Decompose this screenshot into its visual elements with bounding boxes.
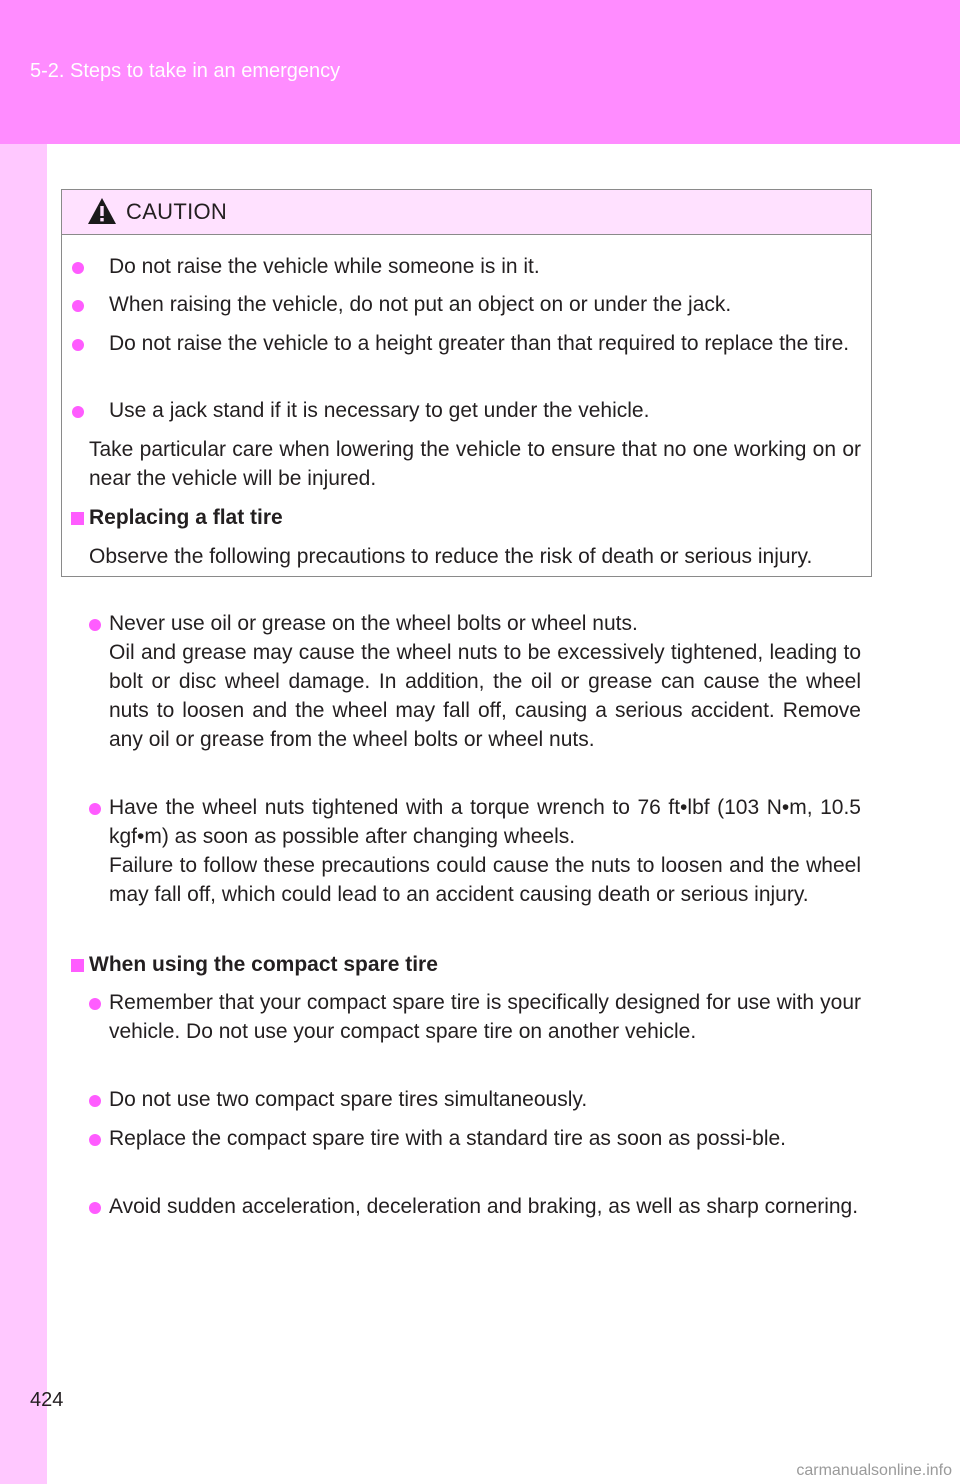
caution-item: Have the wheel nuts tightened with a torque wrench to 76 ft•lbf (103 N•m, 10.5 kgf•m) as soon as possible after changing wheels. [109,796,861,848]
bullet-dot [89,998,101,1010]
section-heading-spare-tire: When using the compact spare tire [89,953,438,976]
caution-item-detail: Failure to follow these precautions could cause the nuts to loosen and the wheel may fall off, which could lead to an accident causing death or serious injury. [109,854,861,906]
warning-triangle-icon [87,197,117,225]
watermark: carmanualsonline.info [796,1462,952,1479]
bullet-dot [89,1202,101,1214]
section-marker [71,959,84,972]
bullet-dot [89,619,101,631]
caution-item: Do not raise the vehicle to a height greater than that required to replace the tire. [109,332,850,355]
bullet-dot [89,1095,101,1107]
caution-item: Avoid sudden acceleration, deceleration and braking, as well as sharp cornering. [109,1195,859,1218]
caution-paragraph: Take particular care when lowering the vehicle to ensure that no one working on or near the vehicle will be injured. [89,438,861,490]
caution-item: When raising the vehicle, do not put an object on or under the jack. [109,293,732,316]
caution-item: Use a jack stand if it is necessary to get under the vehicle. [109,399,650,422]
bullet-dot [72,262,84,274]
side-band [0,144,47,1484]
bullet-dot [89,1134,101,1146]
caution-item-detail: Oil and grease may cause the wheel nuts to be excessively tightened, leading to bolt or disc wheel damage. In addition, the oil or grease can cause the wheel nuts to loosen and the wheel may fall off, causing a serious accident. Remove any oil or grease from the wheel bolts or wheel nuts. [109,641,861,751]
section-intro: Observe the following precautions to reduce the risk of death or serious injury. [89,545,813,568]
caution-title: CAUTION [126,199,228,224]
bullet-dot [72,300,84,312]
section-marker [71,512,84,525]
section-heading-flat-tire: Replacing a flat tire [89,506,283,529]
caution-header [62,190,871,235]
bullet-dot [72,406,84,418]
caution-item: Remember that your compact spare tire is specifically designed for use with your vehicle. Do not use your compact spare tire on another vehicle. [109,991,861,1043]
caution-item: Replace the compact spare tire with a standard tire as soon as possi-ble. [109,1127,787,1150]
bullet-dot [89,803,101,815]
section-title: 5-2. Steps to take in an emergency [30,60,341,82]
caution-item: Never use oil or grease on the wheel bolts or wheel nuts. [109,612,638,635]
caution-item: Do not use two compact spare tires simultaneously. [109,1088,588,1111]
bullet-dot [72,339,84,351]
caution-item: Do not raise the vehicle while someone is in it. [109,255,540,278]
page-number: 424 [30,1389,64,1411]
